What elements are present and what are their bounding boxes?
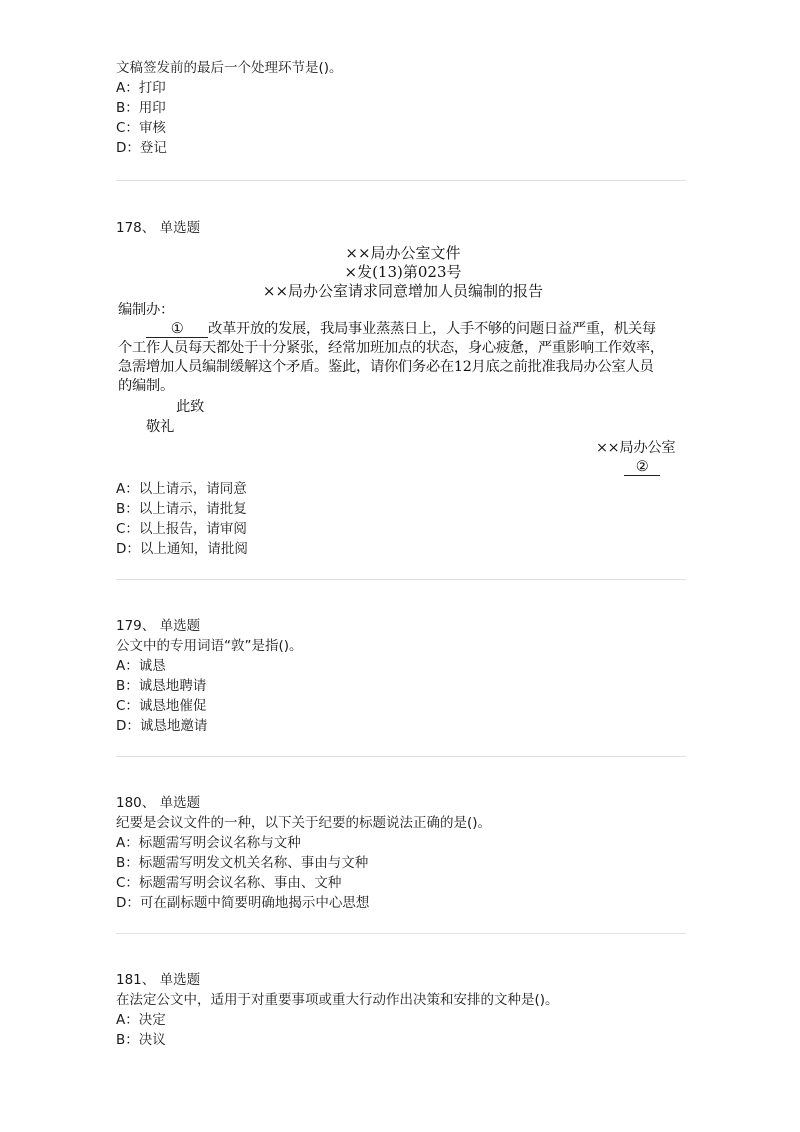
option-b[interactable]: B：标题需写明发文机关名称、事由与文种 — [116, 855, 369, 871]
doc-blank-1: ① — [146, 321, 208, 338]
question-181 — [116, 970, 686, 1050]
question-number: 178、 — [116, 220, 156, 236]
doc-signer: ××局办公室 — [596, 440, 676, 456]
option-b[interactable]: B：决议 — [116, 1032, 166, 1048]
question-type: 单选题 — [159, 795, 201, 811]
option-c[interactable]: C：诚恳地催促 — [116, 698, 207, 714]
option-c[interactable]: C：标题需写明会议名称、事由、文种 — [116, 875, 342, 891]
doc-recipient: 编制办： — [118, 302, 174, 318]
divider — [116, 180, 686, 181]
question-header — [116, 616, 686, 636]
doc-number: ×发(13)第023号 — [344, 263, 462, 281]
question-stem: 文稿签发前的最后一个处理环节是()。 — [116, 60, 343, 76]
question-180 — [116, 793, 686, 913]
option-d[interactable]: D：登记 — [116, 140, 167, 156]
question-page — [116, 58, 686, 1050]
question-number: 179、 — [116, 618, 156, 634]
option-a[interactable]: A：以上请示，请同意 — [116, 481, 247, 497]
option-a[interactable]: A：标题需写明会议名称与文种 — [116, 835, 301, 851]
question-number: 181、 — [116, 972, 156, 988]
question-178 — [116, 218, 686, 559]
question-179 — [116, 616, 686, 736]
doc-blank-2: ② — [624, 459, 660, 476]
doc-title: ××局办公室文件 — [345, 244, 461, 262]
question-stem: 在法定公文中，适用于对重要事项或重大行动作出决策和安排的文种是()。 — [116, 992, 559, 1008]
question-type: 单选题 — [159, 972, 201, 988]
doc-closing-1: 此致 — [176, 399, 204, 415]
doc-closing-2: 敬礼 — [146, 419, 174, 435]
document-image — [114, 243, 692, 479]
question-header — [116, 970, 686, 990]
doc-subject: ××局办公室请求同意增加人员编制的报告 — [262, 282, 544, 300]
question-header — [116, 218, 686, 238]
divider — [116, 756, 686, 757]
doc-body-line-3: 急需增加人员编制缓解这个矛盾。鉴此，请你们务必在12月底之前批准我局办公室人员 — [118, 359, 654, 375]
option-d[interactable]: D：以上通知，请批阅 — [116, 541, 248, 557]
question-header — [116, 793, 686, 813]
question-stem: 公文中的专用词语“敦”是指()。 — [116, 638, 303, 654]
question-type: 单选题 — [159, 220, 201, 236]
doc-blank-2-line — [624, 457, 660, 477]
option-a[interactable]: A：打印 — [116, 80, 166, 96]
question-177 — [116, 58, 686, 158]
option-c[interactable]: C：以上报告，请审阅 — [116, 521, 247, 537]
doc-body-line-4: 的编制。 — [118, 378, 174, 394]
doc-body-line-1: ① 改革开放的发展，我局事业蒸蒸日上，人手不够的问题日益严重，机关每 — [146, 319, 656, 339]
option-a[interactable]: A：决定 — [116, 1012, 166, 1028]
question-number: 180、 — [116, 795, 156, 811]
option-b[interactable]: B：用印 — [116, 100, 166, 116]
option-a[interactable]: A：诚恳 — [116, 658, 166, 674]
divider — [116, 579, 686, 580]
doc-body-line-2: 个工作人员每天都处于十分紧张，经常加班加点的状态，身心疲惫，严重影响工作效率， — [118, 340, 664, 356]
option-b[interactable]: B：以上请示，请批复 — [116, 501, 247, 517]
divider — [116, 933, 686, 934]
option-d[interactable]: D：可在副标题中简要明确地揭示中心思想 — [116, 895, 370, 911]
option-c[interactable]: C：审核 — [116, 120, 166, 136]
option-b[interactable]: B：诚恳地聘请 — [116, 678, 207, 694]
option-d[interactable]: D：诚恳地邀请 — [116, 718, 208, 734]
question-type: 单选题 — [159, 618, 201, 634]
question-stem: 纪要是会议文件的一种，以下关于纪要的标题说法正确的是()。 — [116, 815, 492, 831]
